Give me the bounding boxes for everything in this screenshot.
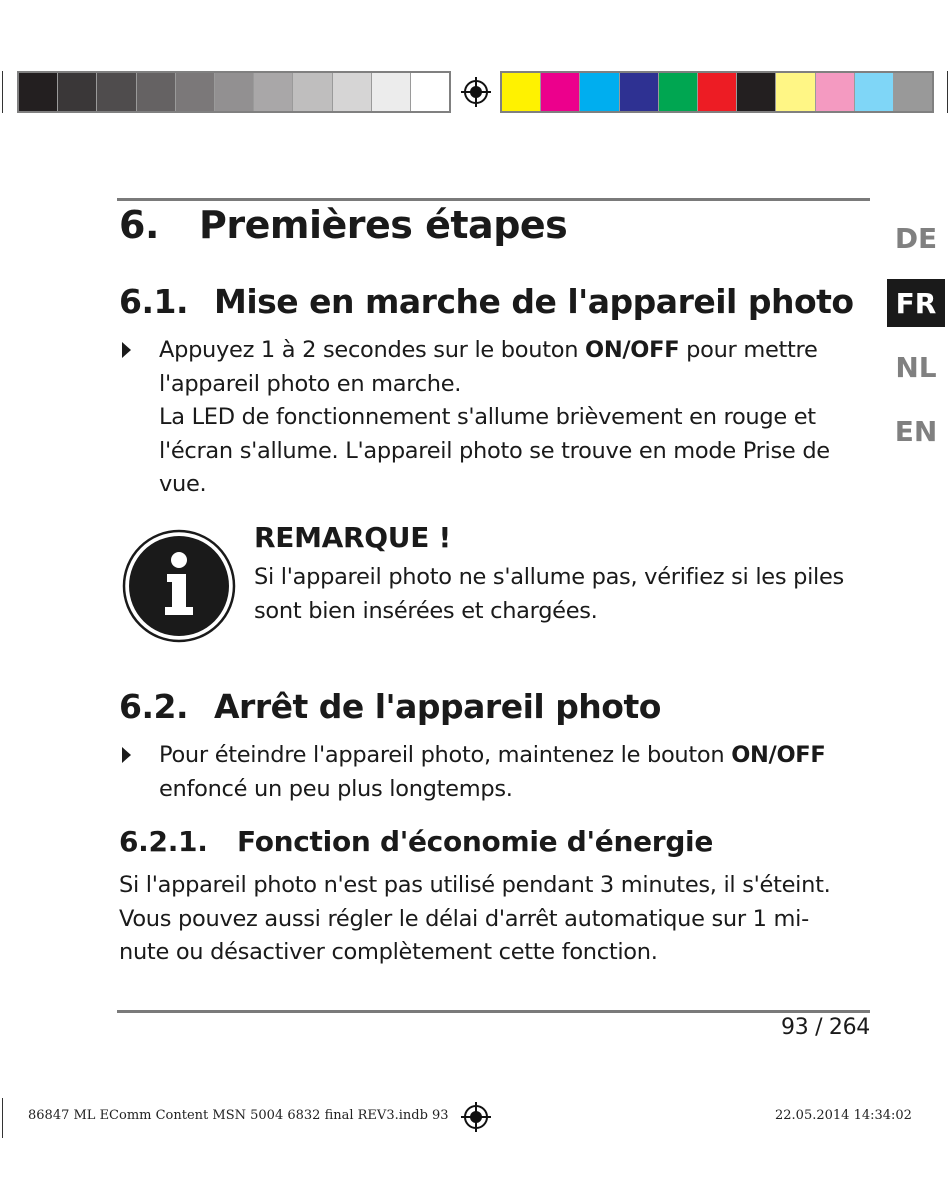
bottom-rule <box>117 1010 870 1013</box>
color-swatch <box>176 73 215 111</box>
energy-saving-text <box>119 869 830 970</box>
text-line: sont bien insérées et chargées. <box>254 597 598 624</box>
text-line: Si l'appareil photo ne s'allume pas, vérifiez si les piles <box>254 564 844 590</box>
top-rule <box>117 198 870 201</box>
text-line: l'appareil photo en marche. <box>159 370 462 397</box>
color-swatch <box>698 73 737 111</box>
button-name: ON/OFF <box>585 337 680 363</box>
color-swatch <box>333 73 372 111</box>
language-tab-de[interactable]: DE <box>894 221 938 255</box>
bullet-arrow-icon <box>122 747 134 763</box>
crop-mark-bottom-left <box>2 1098 3 1138</box>
text-line: nute ou désactiver complètement cette fonction. <box>119 939 658 965</box>
section-title-text: Arrêt de l'appareil photo <box>214 687 661 726</box>
language-tab-nl[interactable]: NL <box>895 350 937 384</box>
color-swatch <box>97 73 136 111</box>
registration-mark-icon <box>461 77 491 107</box>
text-line: La LED de fonctionnement s'allume brièvement en rouge et <box>159 404 816 430</box>
color-swatch <box>293 73 332 111</box>
color-swatch <box>659 73 698 111</box>
section-number: 6.1. <box>119 282 188 321</box>
text-line: Appuyez 1 à 2 secondes sur le bouton ON/OFF pour mettre <box>159 337 818 363</box>
subsection-title-text: Fonction d'économie d'énergie <box>237 825 714 858</box>
power-on-instructions <box>159 334 830 502</box>
text-line: Si l'appareil photo n'est pas utilisé pendant 3 minutes, il s'éteint. <box>119 872 831 898</box>
process-color-bar <box>500 71 934 113</box>
color-swatch <box>737 73 776 111</box>
section-number: 6.2. <box>119 687 188 726</box>
bullet-arrow-icon <box>122 342 134 358</box>
crop-mark-right <box>947 71 948 113</box>
text-line: Vous pouvez aussi régler le délai d'arrêt automatique sur 1 mi- <box>119 905 809 932</box>
color-swatch <box>19 73 58 111</box>
text-line: l'écran s'allume. L'appareil photo se trouve en mode Prise de <box>159 437 830 464</box>
color-swatch <box>580 73 619 111</box>
page-number: 93 / 264 <box>781 1015 870 1040</box>
power-off-instructions <box>159 739 825 806</box>
print-slug-file: 86847 ML EComm Content MSN 5004 6832 final REV3.indb 93 <box>28 1108 449 1123</box>
text-line: enfoncé un peu plus longtemps. <box>159 775 513 802</box>
subsection-number: 6.2.1. <box>119 825 208 858</box>
color-swatch <box>58 73 97 111</box>
language-tab-en[interactable]: EN <box>894 414 938 448</box>
color-swatch <box>894 73 932 111</box>
note-text <box>254 561 844 628</box>
color-swatch <box>776 73 815 111</box>
language-tab-fr[interactable]: FR <box>887 279 945 327</box>
color-swatch <box>541 73 580 111</box>
chapter-title-text: Premières étapes <box>199 203 568 247</box>
subsection-title-energy-saving <box>119 825 713 858</box>
color-swatch <box>855 73 894 111</box>
registration-mark-icon <box>461 1102 491 1132</box>
text-line: vue. <box>159 471 207 497</box>
color-swatch <box>816 73 855 111</box>
color-swatch <box>620 73 659 111</box>
color-swatch <box>215 73 254 111</box>
color-swatch <box>372 73 411 111</box>
color-swatch <box>502 73 541 111</box>
color-swatch <box>411 73 449 111</box>
color-swatch <box>254 73 293 111</box>
crop-mark-left <box>2 71 3 113</box>
chapter-number: 6. <box>119 203 159 247</box>
button-name: ON/OFF <box>731 742 826 768</box>
info-icon <box>122 529 236 643</box>
section-title-power-off <box>119 687 661 726</box>
text-line: Pour éteindre l'appareil photo, maintenez le bouton ON/OFF <box>159 742 826 768</box>
note-title: REMARQUE ! <box>254 521 451 554</box>
color-swatch <box>137 73 176 111</box>
print-slug-date: 22.05.2014 14:34:02 <box>775 1108 912 1123</box>
chapter-title <box>119 203 567 247</box>
section-title-text: Mise en marche de l'appareil photo <box>214 282 854 321</box>
grayscale-color-bar <box>17 71 451 113</box>
section-title-power-on <box>119 282 854 321</box>
